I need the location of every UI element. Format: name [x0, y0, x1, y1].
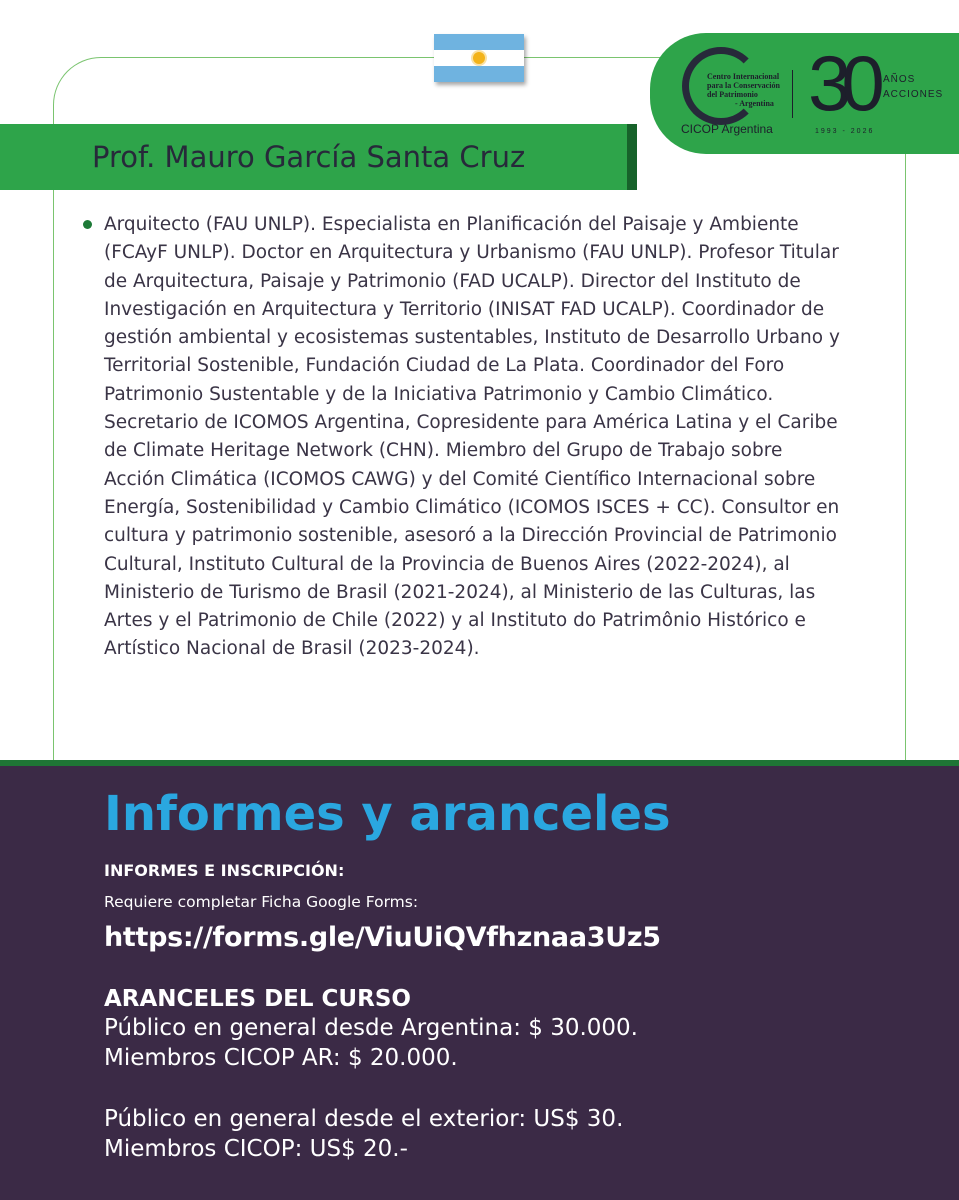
inscription-title: INFORMES E INSCRIPCIÓN: — [104, 861, 345, 880]
bullet-icon — [83, 220, 92, 229]
cicop-logo-org-text: Centro Internacional para la Conservación del Patrimonio - Argentina — [707, 72, 780, 108]
cicop-logo-name: CICOP Argentina — [681, 122, 773, 136]
fees-title: ARANCELES DEL CURSO — [104, 986, 411, 1012]
speaker-bio: Arquitecto (FAU UNLP). Especialista en Planificación del Paisaje y Ambiente (FCAyF UNLP). Doctor en Arquitectura y Urbanismo (FAU UNLP). Profesor Titular de Arquitectura, Paisaje y Patrimonio (FAD UCALP). Director del Instituto de Investigación en Arquitectura y Territorio (INISAT FAD UCALP). Coordinador de gestión ambiental y ecosistemas sustentables, Instituto de Desarrollo Urbano y Territorial Sostenible, Fundación Ciudad de La Plata. Coordinador del Foro Patrimonio Sustentable y de la Iniciativa Patrimonio y Cambio Climático. Secretario de ICOMOS Argentina, Copresidente para América Latina y el Caribe de Climate Heritage Network (CHN). Miembro del Grupo de Trabajo sobre Acción Climática (ICOMOS CAWG) y del Comité Científico Internacional sobre Energía, Sostenibilidad y Cambio Climático (ICOMOS ISCES + CC). Consultor en cultura y patrimonio sostenible, asesoró a la Dirección Provincial de Patrimonio Cultural, Instituto Cultural de la Provincia de Buenos Aires (2022-2024), al Ministerio de Turismo de Brasil (2021-2024), al Ministerio de las Culturas, las Artes y el Patrimonio de Chile (2022) y al Instituto do Patrimônio Histórico e Artístico Nacional de Brasil (2023-2024). — [104, 214, 840, 660]
anniversary-number: 30 — [808, 39, 875, 127]
inscription-text: Requiere completar Ficha Google Forms: — [104, 893, 419, 911]
sun-of-may-icon — [473, 52, 485, 64]
info-title: Informes y aranceles — [104, 786, 671, 842]
fee-members-exterior: Miembros CICOP: US$ 20.- — [104, 1136, 408, 1162]
anniversary-years: 1993 - 2026 — [815, 128, 875, 135]
anniversary-label: AÑOS ACCIONES — [883, 74, 944, 100]
argentina-flag-icon — [434, 34, 524, 82]
fee-general-exterior: Público en general desde el exterior: US$ 30. — [104, 1106, 624, 1132]
fee-members-argentina: Miembros CICOP AR: $ 20.000. — [104, 1045, 458, 1071]
fee-general-argentina: Público en general desde Argentina: $ 30.000. — [104, 1015, 638, 1041]
speaker-name-bar — [0, 124, 637, 190]
speaker-name: Prof. Mauro García Santa Cruz — [92, 140, 526, 174]
logo-divider — [792, 70, 793, 118]
google-form-link[interactable]: https://forms.gle/ViuUiQVfhznaa3Uz5 — [104, 922, 661, 953]
